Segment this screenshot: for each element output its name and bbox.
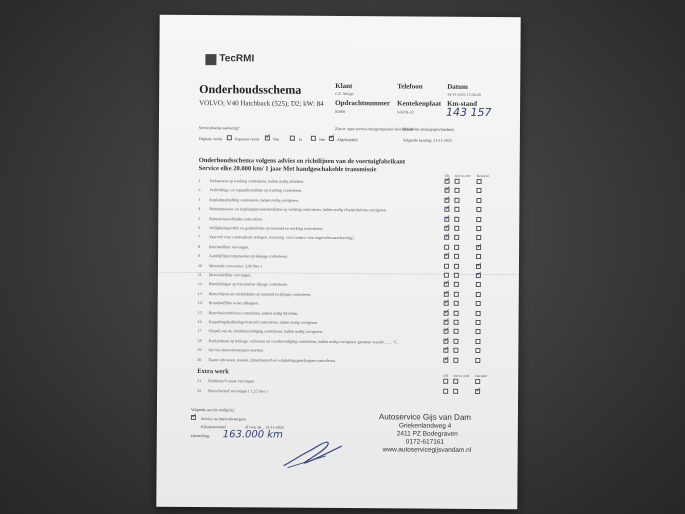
ok-checkbox[interactable] bbox=[444, 207, 449, 212]
vehicle-description: VOLVO; V40 Hatchback (525); D2; kW: 84 bbox=[199, 99, 324, 108]
ok-checkbox[interactable] bbox=[443, 357, 448, 362]
row-text: Verlichtings- en signaalinstallatie op werking controleren. bbox=[209, 187, 303, 194]
ok-checkbox[interactable] bbox=[445, 179, 450, 184]
hersteld-checkbox[interactable] bbox=[476, 292, 481, 297]
row-text: Teams uitvoeren, reseten, rijmechanisch en schakelingsgeschappen controleren. bbox=[208, 356, 336, 363]
col2-ok: OK bbox=[443, 373, 449, 378]
row-text: Veiligheidsgordels en gordelsloten op toestand en werking controleren. bbox=[209, 225, 324, 231]
open-service-label: Zijn er open service-/terugroepacties beschikbaar? bbox=[334, 125, 416, 132]
ok-checkbox[interactable] bbox=[443, 339, 448, 344]
row-number: 14 bbox=[197, 300, 202, 306]
hersteld-checkbox[interactable] bbox=[476, 226, 481, 231]
papieren-checkbox[interactable] bbox=[265, 135, 270, 140]
row-text: Vaarvuit voor camerasleuts reinigen. (vooruitg. voor camera voor ongevalswaarschuwing) bbox=[209, 234, 354, 241]
niet-in-orde-checkbox[interactable] bbox=[454, 235, 459, 240]
row-number: 13 bbox=[197, 290, 202, 296]
digitale-checkbox[interactable] bbox=[227, 135, 232, 140]
niet-in-orde-checkbox[interactable] bbox=[454, 273, 459, 278]
niet-in-orde-checkbox[interactable] bbox=[453, 329, 458, 334]
hersteld-checkbox[interactable] bbox=[476, 320, 481, 325]
row-text: Aandrijflijncomponenten op lekkage controleren. bbox=[209, 253, 289, 259]
row-number: 6 bbox=[198, 225, 201, 231]
niet-in-orde-checkbox[interactable] bbox=[454, 310, 459, 315]
ok-checkbox[interactable] bbox=[444, 320, 449, 325]
ok-checkbox[interactable] bbox=[443, 348, 448, 353]
service-interval-label: Service na intervalweergave bbox=[200, 416, 247, 422]
ok-checkbox[interactable] bbox=[444, 235, 449, 240]
row-text: Koppelingsbedieningsvloeistof controleren, indien nodig corrigeren. bbox=[208, 319, 319, 325]
papieren-label: Papieren versie bbox=[234, 136, 260, 142]
kenteken-value: 9-KPH-32 bbox=[397, 109, 414, 115]
digitale-label: Digitale versie bbox=[198, 136, 223, 142]
serviceboekje-label: Serviceboekje aanwezig? bbox=[198, 125, 240, 131]
row-number: 17 bbox=[197, 328, 202, 334]
volgende-service-label: Volgende service nodig bij: bbox=[190, 406, 235, 413]
nee2-checkbox[interactable] bbox=[311, 136, 316, 141]
row-number: 19 bbox=[197, 347, 202, 353]
hersteld-checkbox[interactable] bbox=[475, 339, 480, 344]
row-text: Ruitenwissersbladen controleren. bbox=[209, 215, 263, 222]
klant-label: Klant bbox=[335, 81, 353, 91]
row-number: 3 bbox=[198, 196, 201, 202]
company-phone: 0172-617161 bbox=[405, 438, 445, 446]
col-hersteld: Hersteld bbox=[476, 173, 489, 179]
row-text: Parkeerrem op werking controleren, indien nodig afstellen. bbox=[209, 178, 305, 184]
company-address1: Griekenlandweg 4 bbox=[398, 422, 452, 430]
row-number: 1 bbox=[198, 178, 201, 184]
niet-in-orde-checkbox[interactable] bbox=[454, 301, 459, 306]
niet-in-orde-checkbox[interactable] bbox=[454, 292, 459, 297]
row-number: 16 bbox=[197, 319, 202, 325]
ok-checkbox[interactable] bbox=[444, 198, 449, 203]
row-text: Ruitensproeier- en koplampsproeierinstallatie op werking controleren, indien nodig vloeistofniveau corrigeren. bbox=[209, 206, 387, 213]
kmstand-handwritten: 143 157 bbox=[446, 105, 492, 120]
klant-value: G.F. Muijer bbox=[335, 90, 354, 97]
hersteld-checkbox[interactable] bbox=[477, 179, 482, 184]
ok-checkbox[interactable] bbox=[443, 329, 448, 334]
ja-label: Ja bbox=[298, 136, 303, 142]
section2-title: Extra werk bbox=[197, 368, 229, 376]
company-address2: 2411 PZ Bodegraven bbox=[396, 430, 458, 438]
volgende-keuring: Volgende keuring: 21-11-2023 bbox=[402, 137, 452, 143]
historie-label: Hoofd- en uitdaagsgeschiedenis bbox=[402, 126, 455, 132]
col-niet: niet in orde bbox=[454, 173, 471, 178]
row-text: Remvloeistofniveau controleren, indien nodig bijvullen. bbox=[208, 309, 299, 316]
hersteld-checkbox[interactable] bbox=[476, 188, 481, 193]
opmerking-handwritten: 163.000 km bbox=[222, 429, 283, 441]
col2-niet: niet in orde bbox=[453, 373, 470, 378]
document-title: Onderhoudsschema bbox=[199, 82, 302, 97]
of-voor-label: of voor de .. 15-11-2023 bbox=[244, 424, 284, 430]
opdracht-value: 85898 bbox=[335, 108, 346, 115]
km-label: Kilometerstand bbox=[200, 424, 226, 430]
datum-label: Datum bbox=[447, 82, 468, 91]
ja-checkbox[interactable] bbox=[290, 136, 295, 141]
row-number: 5 bbox=[198, 215, 201, 221]
hersteld-checkbox[interactable] bbox=[475, 389, 480, 394]
row-number: 21 bbox=[197, 378, 202, 384]
hersteld-checkbox[interactable] bbox=[475, 379, 480, 384]
row-text: Remleidingen op toestand en slijtage controleren. bbox=[208, 281, 289, 288]
ok-checkbox[interactable] bbox=[443, 379, 448, 384]
hersteld-checkbox[interactable] bbox=[476, 301, 481, 306]
niet-in-orde-checkbox[interactable] bbox=[454, 207, 459, 212]
row-text: Multirein/V-snaar vervangen bbox=[208, 378, 255, 384]
row-number: 11 bbox=[197, 272, 202, 278]
signature bbox=[282, 436, 344, 472]
niet-in-orde-checkbox[interactable] bbox=[453, 388, 458, 393]
niet-in-orde-checkbox[interactable] bbox=[454, 198, 459, 203]
row-number: 7 bbox=[198, 234, 201, 240]
section1-subtitle: Service elke 20.000 km/ 1 jaar Met handgeschakelde transmissie bbox=[198, 165, 377, 174]
row-text: Olopeil van de stuurbekrachtiging controleren, indien nodig corrigeren. bbox=[208, 328, 323, 335]
row-number: 9 bbox=[198, 253, 201, 259]
row-text: Remschijven en remblokken op toestand en slijtage controleren. bbox=[208, 290, 312, 297]
nee1-label: Nee bbox=[272, 136, 280, 142]
row-number: 15 bbox=[197, 309, 202, 315]
section1-title: Onderhoudsschema volgens advies en richtlijnen van de voertuigfabrikant bbox=[198, 157, 406, 166]
ok-checkbox[interactable] bbox=[444, 273, 449, 278]
datum-value: 14-11-2022 15:44:45 bbox=[447, 91, 481, 97]
row-number: 12 bbox=[197, 281, 202, 287]
logo-text: TecRMI bbox=[219, 53, 255, 65]
niet-in-orde-checkbox[interactable] bbox=[454, 216, 459, 221]
row-number: 2 bbox=[198, 187, 201, 193]
row-number: 18 bbox=[197, 337, 202, 343]
hersteld-checkbox[interactable] bbox=[476, 311, 481, 316]
row-text: Motorolie verversen ( 3,90 liter ) bbox=[208, 262, 262, 269]
opmerking-label: Opmerking: bbox=[190, 432, 211, 439]
ok-checkbox[interactable] bbox=[444, 254, 449, 259]
kenteken-label: Kentekenplaat bbox=[397, 99, 442, 108]
ok-checkbox[interactable] bbox=[444, 245, 449, 250]
ok-checkbox[interactable] bbox=[444, 263, 449, 268]
ok-checkbox[interactable] bbox=[444, 282, 449, 287]
row-text: Service-intervalweergave resetten. bbox=[208, 347, 264, 353]
company-website: www.autoservicegijsvandam.nl bbox=[382, 446, 472, 454]
niet-in-orde-checkbox[interactable] bbox=[453, 357, 458, 362]
hersteld-checkbox[interactable] bbox=[475, 348, 480, 353]
hersteld-checkbox[interactable] bbox=[476, 207, 481, 212]
hersteld-checkbox[interactable] bbox=[476, 235, 481, 240]
row-text: Interieurfilter vervangen. bbox=[209, 243, 250, 250]
niet-in-orde-checkbox[interactable] bbox=[454, 320, 459, 325]
hersteld-checkbox[interactable] bbox=[475, 358, 480, 363]
niet-in-orde-checkbox[interactable] bbox=[454, 254, 459, 259]
hersteld-checkbox[interactable] bbox=[475, 329, 480, 334]
hersteld-checkbox[interactable] bbox=[476, 198, 481, 203]
row-text: Remvloeistof vervangen ( 1,25 liter ) bbox=[208, 387, 268, 394]
row-text: Koelsysteem op lekkage, vulniveau en vorstbeveiliging controleren, indien nodig corrigeren, gemeten waarde: ___ °C. bbox=[208, 337, 399, 345]
hersteld-checkbox[interactable] bbox=[476, 254, 481, 259]
afgehandeld-label: Afgehandeld bbox=[336, 136, 358, 143]
row-number: 8 bbox=[198, 243, 201, 249]
niet-in-orde-checkbox[interactable] bbox=[453, 339, 458, 344]
tecrmi-logo-icon bbox=[205, 54, 216, 65]
row-number: 22 bbox=[197, 387, 202, 393]
nee2-label: Nee bbox=[318, 136, 326, 142]
niet-in-orde-checkbox[interactable] bbox=[455, 179, 460, 184]
niet-in-orde-checkbox[interactable] bbox=[453, 348, 458, 353]
kmstand-label: Km-stand bbox=[447, 99, 478, 108]
niet-in-orde-checkbox[interactable] bbox=[454, 282, 459, 287]
row-number: 10 bbox=[197, 262, 202, 268]
niet-in-orde-checkbox[interactable] bbox=[454, 226, 459, 231]
ok-checkbox[interactable] bbox=[444, 292, 449, 297]
hersteld-checkbox[interactable] bbox=[476, 273, 481, 278]
ok-checkbox[interactable] bbox=[444, 310, 449, 315]
row-number: 4 bbox=[198, 206, 201, 212]
niet-in-orde-checkbox[interactable] bbox=[454, 245, 459, 250]
row-text: Koplampafstelling controleren, indien nodig corrigeren. bbox=[209, 196, 299, 203]
service-interval-checkbox[interactable] bbox=[191, 415, 196, 420]
row-text: Motoroliefilter vervangen. bbox=[208, 272, 252, 278]
row-text: Brandstoffilter water afttappen. bbox=[208, 300, 259, 306]
col2-hersteld: Hersteld bbox=[475, 373, 488, 379]
hersteld-checkbox[interactable] bbox=[476, 264, 481, 269]
hersteld-checkbox[interactable] bbox=[476, 217, 481, 222]
hersteld-checkbox[interactable] bbox=[476, 245, 481, 250]
ok-checkbox[interactable] bbox=[444, 226, 449, 231]
afgehandeld-checkbox[interactable] bbox=[329, 136, 334, 141]
company-name: Autoservice Gijs van Dam bbox=[378, 412, 471, 422]
row-number: 20 bbox=[197, 356, 202, 362]
ok-checkbox[interactable] bbox=[444, 216, 449, 221]
niet-in-orde-checkbox[interactable] bbox=[453, 379, 458, 384]
ok-checkbox[interactable] bbox=[444, 301, 449, 306]
niet-in-orde-checkbox[interactable] bbox=[454, 263, 459, 268]
ok-checkbox[interactable] bbox=[443, 388, 448, 393]
ok-checkbox[interactable] bbox=[444, 188, 449, 193]
maintenance-document bbox=[156, 15, 520, 510]
hersteld-checkbox[interactable] bbox=[476, 282, 481, 287]
opdracht-label: Opdrachtnummer bbox=[335, 98, 390, 108]
niet-in-orde-checkbox[interactable] bbox=[454, 188, 459, 193]
telefoon-label: Telefoon bbox=[397, 82, 423, 91]
